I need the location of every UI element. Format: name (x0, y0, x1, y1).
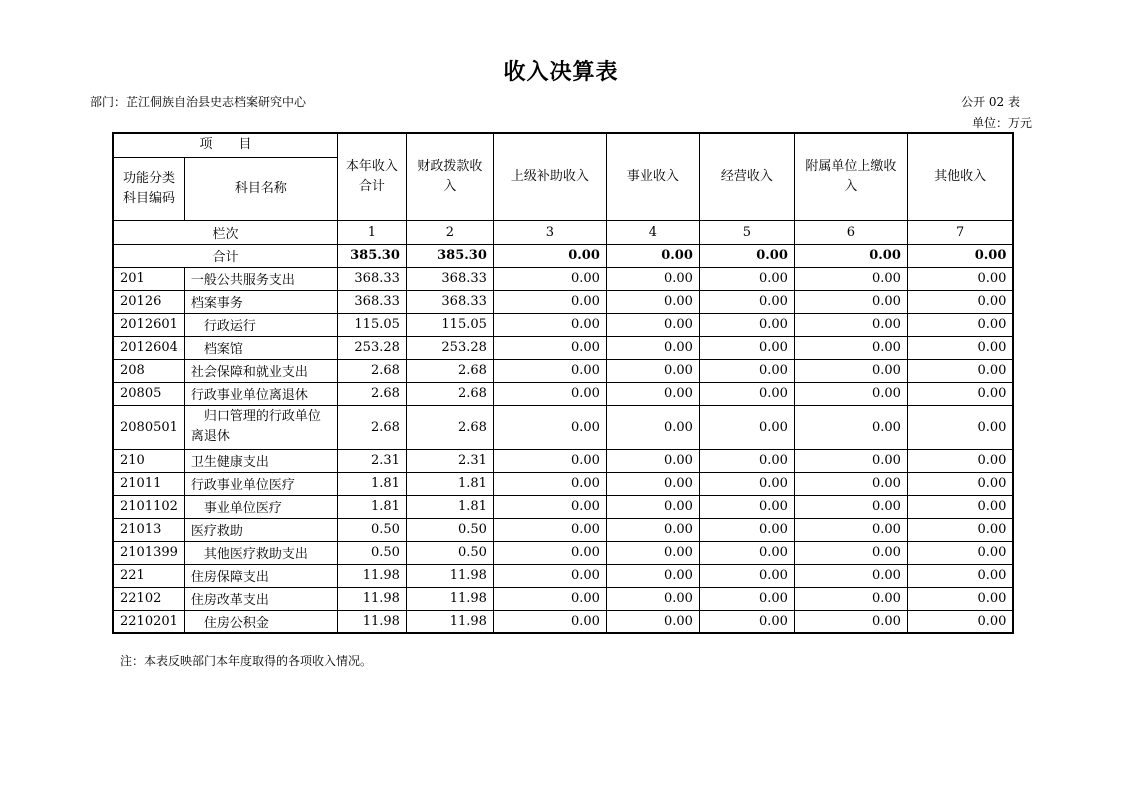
row-subject-name: 卫生健康支出 (184, 449, 337, 472)
row-value: 0.00 (699, 382, 794, 405)
row-value: 0.00 (606, 610, 699, 633)
column-index-label: 栏次 (113, 220, 337, 244)
row-value: 2.31 (406, 449, 493, 472)
row-value: 2.68 (337, 382, 406, 405)
row-value: 0.00 (699, 472, 794, 495)
header-project: 项 目 (113, 133, 337, 157)
row-value: 0.00 (907, 267, 1013, 290)
table-row (113, 313, 1013, 336)
total-value: 0.00 (907, 244, 1013, 267)
row-subject-name: 行政事业单位离退休 (184, 382, 337, 405)
row-subject-name: 档案馆 (184, 336, 337, 359)
row-code: 21013 (113, 518, 184, 541)
row-value: 11.98 (337, 587, 406, 610)
row-value: 0.50 (337, 541, 406, 564)
row-value: 0.00 (699, 495, 794, 518)
row-value: 0.00 (907, 541, 1013, 564)
row-code: 21011 (113, 472, 184, 495)
row-value: 2.68 (406, 382, 493, 405)
row-value: 0.00 (493, 449, 606, 472)
row-value: 1.81 (406, 495, 493, 518)
row-value: 0.00 (606, 313, 699, 336)
table-row (113, 382, 1013, 405)
row-code: 20805 (113, 382, 184, 405)
row-code: 2101399 (113, 541, 184, 564)
row-value: 0.00 (606, 518, 699, 541)
row-value: 2.68 (406, 405, 493, 449)
table-row (113, 267, 1013, 290)
total-value: 0.00 (606, 244, 699, 267)
row-code: 22102 (113, 587, 184, 610)
row-value: 0.00 (794, 472, 907, 495)
row-value: 0.00 (794, 405, 907, 449)
row-value: 0.00 (907, 587, 1013, 610)
row-code: 210 (113, 449, 184, 472)
row-value: 0.50 (406, 518, 493, 541)
row-code: 2012601 (113, 313, 184, 336)
row-value: 0.00 (907, 382, 1013, 405)
header-col3: 上级补助收入 (493, 133, 606, 220)
row-value: 1.81 (337, 495, 406, 518)
row-value: 11.98 (406, 564, 493, 587)
row-subject-name: 一般公共服务支出 (184, 267, 337, 290)
row-value: 2.31 (337, 449, 406, 472)
row-value: 0.00 (907, 564, 1013, 587)
row-value: 0.00 (606, 405, 699, 449)
table-row (113, 518, 1013, 541)
row-code: 2210201 (113, 610, 184, 633)
row-value: 0.00 (699, 610, 794, 633)
row-subject-name: 其他医疗救助支出 (184, 541, 337, 564)
row-value: 0.00 (794, 267, 907, 290)
row-value: 0.00 (794, 564, 907, 587)
row-value: 0.00 (606, 449, 699, 472)
row-value: 0.00 (606, 587, 699, 610)
row-subject-name: 社会保障和就业支出 (184, 359, 337, 382)
header-col5: 经营收入 (699, 133, 794, 220)
row-value: 0.00 (907, 290, 1013, 313)
column-index-cell: 1 (337, 220, 406, 244)
row-code: 2080501 (113, 405, 184, 449)
header-col2: 财政拨款收入 (406, 133, 493, 220)
row-value: 0.00 (606, 267, 699, 290)
row-value: 0.00 (493, 495, 606, 518)
row-value: 0.00 (699, 405, 794, 449)
row-subject-name: 医疗救助 (184, 518, 337, 541)
header-col1: 本年收入合计 (337, 133, 406, 220)
table-row (113, 472, 1013, 495)
column-index-cell: 2 (406, 220, 493, 244)
row-value: 0.00 (794, 587, 907, 610)
row-value: 368.33 (337, 267, 406, 290)
row-value: 2.68 (337, 405, 406, 449)
row-value: 0.00 (699, 587, 794, 610)
unit-label: 单位：万元 (971, 116, 1032, 130)
row-value: 0.00 (699, 313, 794, 336)
row-value: 0.00 (493, 382, 606, 405)
row-value: 0.00 (794, 382, 907, 405)
row-value: 368.33 (337, 290, 406, 313)
row-value: 368.33 (406, 267, 493, 290)
table-row (113, 290, 1013, 313)
row-code: 221 (113, 564, 184, 587)
row-value: 368.33 (406, 290, 493, 313)
header-col7: 其他收入 (907, 133, 1013, 220)
row-value: 0.00 (907, 359, 1013, 382)
column-index-cell: 6 (794, 220, 907, 244)
table-row (113, 405, 1013, 449)
total-row (113, 244, 1013, 267)
table-row (113, 495, 1013, 518)
table-note: 注：本表反映部门本年度取得的各项收入情况。 (120, 654, 373, 668)
row-value: 0.00 (699, 541, 794, 564)
public-table-number: 公开 02 表 (961, 95, 1020, 109)
row-value: 0.00 (606, 382, 699, 405)
row-value: 115.05 (337, 313, 406, 336)
row-subject-name: 事业单位医疗 (184, 495, 337, 518)
table-row (113, 336, 1013, 359)
row-value: 0.00 (493, 313, 606, 336)
row-value: 11.98 (406, 610, 493, 633)
row-code: 201 (113, 267, 184, 290)
row-value: 0.00 (794, 610, 907, 633)
row-value: 0.00 (794, 518, 907, 541)
row-code: 2012604 (113, 336, 184, 359)
table-row (113, 449, 1013, 472)
row-value: 0.00 (606, 336, 699, 359)
total-label: 合计 (113, 244, 337, 267)
table-row (113, 359, 1013, 382)
row-code: 208 (113, 359, 184, 382)
page-title: 收入决算表 (503, 60, 619, 85)
total-value: 385.30 (337, 244, 406, 267)
row-value: 0.00 (907, 336, 1013, 359)
row-value: 0.00 (907, 610, 1013, 633)
row-value: 0.00 (794, 541, 907, 564)
row-value: 11.98 (337, 610, 406, 633)
row-value: 0.00 (606, 564, 699, 587)
row-value: 1.81 (406, 472, 493, 495)
header-func-code: 功能分类科目编码 (113, 157, 184, 220)
department-label: 部门：芷江侗族自治县史志档案研究中心 (90, 95, 307, 109)
row-value: 0.00 (699, 336, 794, 359)
row-value: 0.00 (606, 290, 699, 313)
row-value: 0.00 (699, 267, 794, 290)
row-value: 0.00 (907, 472, 1013, 495)
table-row (113, 610, 1013, 633)
row-value: 0.00 (907, 405, 1013, 449)
row-value: 0.00 (493, 564, 606, 587)
row-value: 115.05 (406, 313, 493, 336)
row-value: 0.00 (493, 336, 606, 359)
row-subject-name: 行政运行 (184, 313, 337, 336)
row-value: 0.00 (606, 472, 699, 495)
row-subject-name: 档案事务 (184, 290, 337, 313)
row-value: 0.50 (406, 541, 493, 564)
row-value: 0.00 (699, 518, 794, 541)
row-value: 0.00 (606, 541, 699, 564)
row-value: 0.00 (794, 313, 907, 336)
total-value: 0.00 (699, 244, 794, 267)
row-value: 0.00 (907, 518, 1013, 541)
row-subject-name: 住房保障支出 (184, 564, 337, 587)
row-value: 0.00 (493, 518, 606, 541)
row-value: 0.00 (493, 610, 606, 633)
row-subject-name: 住房改革支出 (184, 587, 337, 610)
column-index-row (113, 220, 1013, 244)
row-value: 0.00 (493, 405, 606, 449)
row-value: 0.00 (493, 290, 606, 313)
row-value: 253.28 (337, 336, 406, 359)
row-value: 0.00 (493, 359, 606, 382)
row-value: 0.00 (699, 290, 794, 313)
row-value: 11.98 (337, 564, 406, 587)
row-value: 0.00 (794, 290, 907, 313)
table-row (113, 587, 1013, 610)
row-code: 20126 (113, 290, 184, 313)
table-row (113, 564, 1013, 587)
row-value: 2.68 (337, 359, 406, 382)
row-value: 0.50 (337, 518, 406, 541)
row-value: 0.00 (493, 541, 606, 564)
row-value: 0.00 (699, 564, 794, 587)
row-value: 0.00 (606, 359, 699, 382)
column-index-cell: 7 (907, 220, 1013, 244)
row-value: 0.00 (493, 267, 606, 290)
row-value: 0.00 (794, 449, 907, 472)
row-value: 0.00 (907, 313, 1013, 336)
column-index-cell: 5 (699, 220, 794, 244)
row-value: 0.00 (794, 336, 907, 359)
row-value: 0.00 (699, 359, 794, 382)
row-value: 253.28 (406, 336, 493, 359)
row-subject-name: 行政事业单位医疗 (184, 472, 337, 495)
header-col4: 事业收入 (606, 133, 699, 220)
row-subject-name: 归口管理的行政单位离退休 (184, 405, 337, 449)
column-index-cell: 3 (493, 220, 606, 244)
row-value: 2.68 (406, 359, 493, 382)
row-value: 0.00 (794, 359, 907, 382)
income-table (112, 132, 1014, 634)
row-value: 0.00 (493, 472, 606, 495)
row-value: 0.00 (493, 587, 606, 610)
header-subject-name: 科目名称 (184, 157, 337, 220)
column-index-cell: 4 (606, 220, 699, 244)
row-code: 2101102 (113, 495, 184, 518)
row-value: 0.00 (794, 495, 907, 518)
total-value: 0.00 (794, 244, 907, 267)
row-value: 0.00 (606, 495, 699, 518)
table-row (113, 541, 1013, 564)
row-value: 0.00 (907, 495, 1013, 518)
total-value: 0.00 (493, 244, 606, 267)
row-value: 0.00 (699, 449, 794, 472)
row-value: 11.98 (406, 587, 493, 610)
header-col6: 附属单位上缴收入 (794, 133, 907, 220)
row-value: 1.81 (337, 472, 406, 495)
row-value: 0.00 (907, 449, 1013, 472)
row-subject-name: 住房公积金 (184, 610, 337, 633)
total-value: 385.30 (406, 244, 493, 267)
